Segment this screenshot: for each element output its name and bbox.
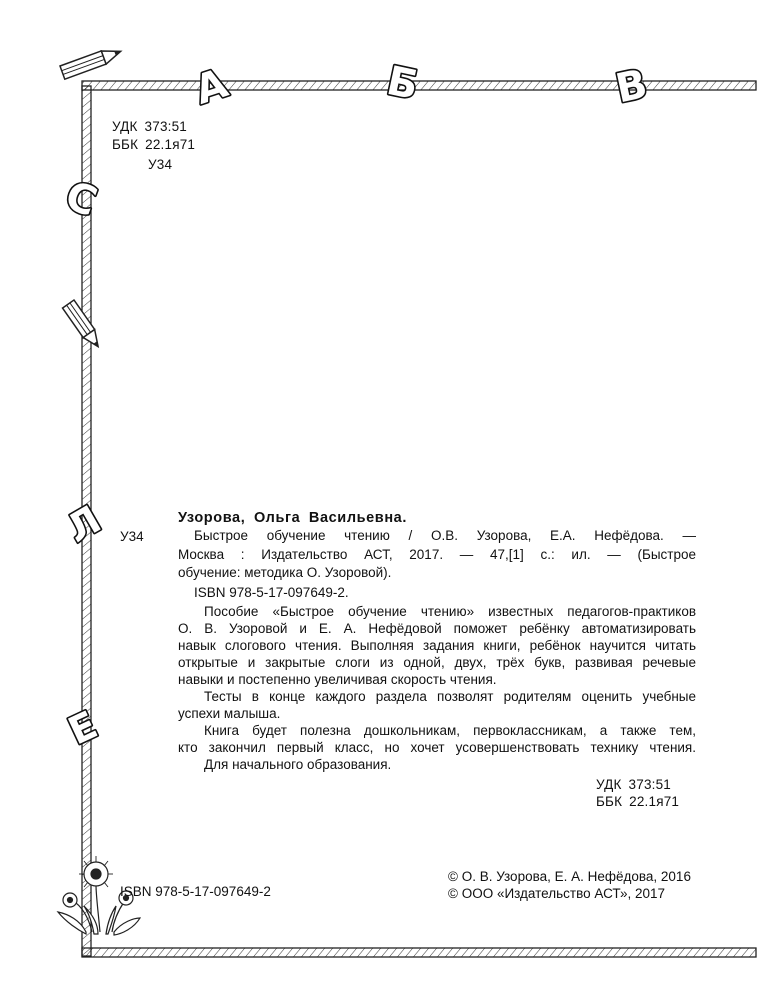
letter-v-decor: В: [611, 61, 652, 113]
annotation-line: О. В. Узоровой и Е. А. Нефёдовой поможет ребёнку автоматизировать: [178, 621, 696, 636]
bbk-code-top: ББК 22.1я71: [112, 137, 196, 152]
letter-l-decor: Л: [58, 497, 109, 552]
author-mark-top: У34: [148, 157, 173, 172]
letter-s-decor: С: [59, 172, 103, 226]
annotation-line: Тесты в конце каждого раздела позволят родителям оценить учебные: [204, 689, 696, 704]
annotation-line: навык слогового чтения. Выполняя задания книги, ребёнок научится читать: [178, 638, 696, 653]
annotation-line: Пособие «Быстрое обучение чтению» известных педагогов-практиков: [204, 604, 696, 619]
annotation-line: навыки и постепенно увеличивая скорость чтения.: [178, 672, 497, 687]
bbk-code: ББК 22.1я71: [596, 794, 680, 809]
copyright-authors: © О. В. Узорова, Е. А. Нефёдова, 2016: [448, 869, 691, 884]
title-line: Быстрое обучение чтению / О.В. Узорова, Е.А. Нефёдова. —: [194, 528, 696, 543]
title-line: Москва : Издательство АСТ, 2017. — 47,[1] с.: ил. — (Быстрое: [178, 547, 696, 562]
title-line: обучение: методика О. Узоровой).: [178, 565, 392, 580]
annotation-line: Книга будет полезна дошкольникам, первоклассникам, а также тем,: [204, 723, 696, 738]
udk-code: УДК 373:51: [596, 777, 672, 792]
letter-b-decor: Б: [382, 57, 423, 110]
annotation-line: кто закончил первый класс, но хочет усовершенствовать технику чтения.: [178, 740, 696, 755]
letter-e-decor: Е: [61, 702, 104, 754]
pencil-icon: [60, 45, 123, 79]
letter-a-decor: А: [189, 60, 234, 114]
copyright-publisher: © ООО «Издательство АСТ», 2017: [448, 886, 666, 901]
isbn-record: ISBN 978-5-17-097649-2.: [194, 585, 349, 600]
udk-code-top: УДК 373:51: [112, 119, 188, 134]
rope-top: [82, 81, 756, 90]
annotation-line: открытые и закрытые слоги из одной, двух, трёх букв, развивая речевые: [178, 655, 696, 670]
isbn-footer: ISBN 978-5-17-097649-2: [120, 884, 271, 899]
annotation-line: успехи малыша.: [178, 706, 281, 721]
rope-bottom: [82, 948, 756, 957]
author-mark: У34: [120, 529, 144, 544]
author-name: Узорова, Ольга Васильевна.: [178, 510, 407, 526]
annotation-line: Для начального образования.: [204, 757, 392, 772]
